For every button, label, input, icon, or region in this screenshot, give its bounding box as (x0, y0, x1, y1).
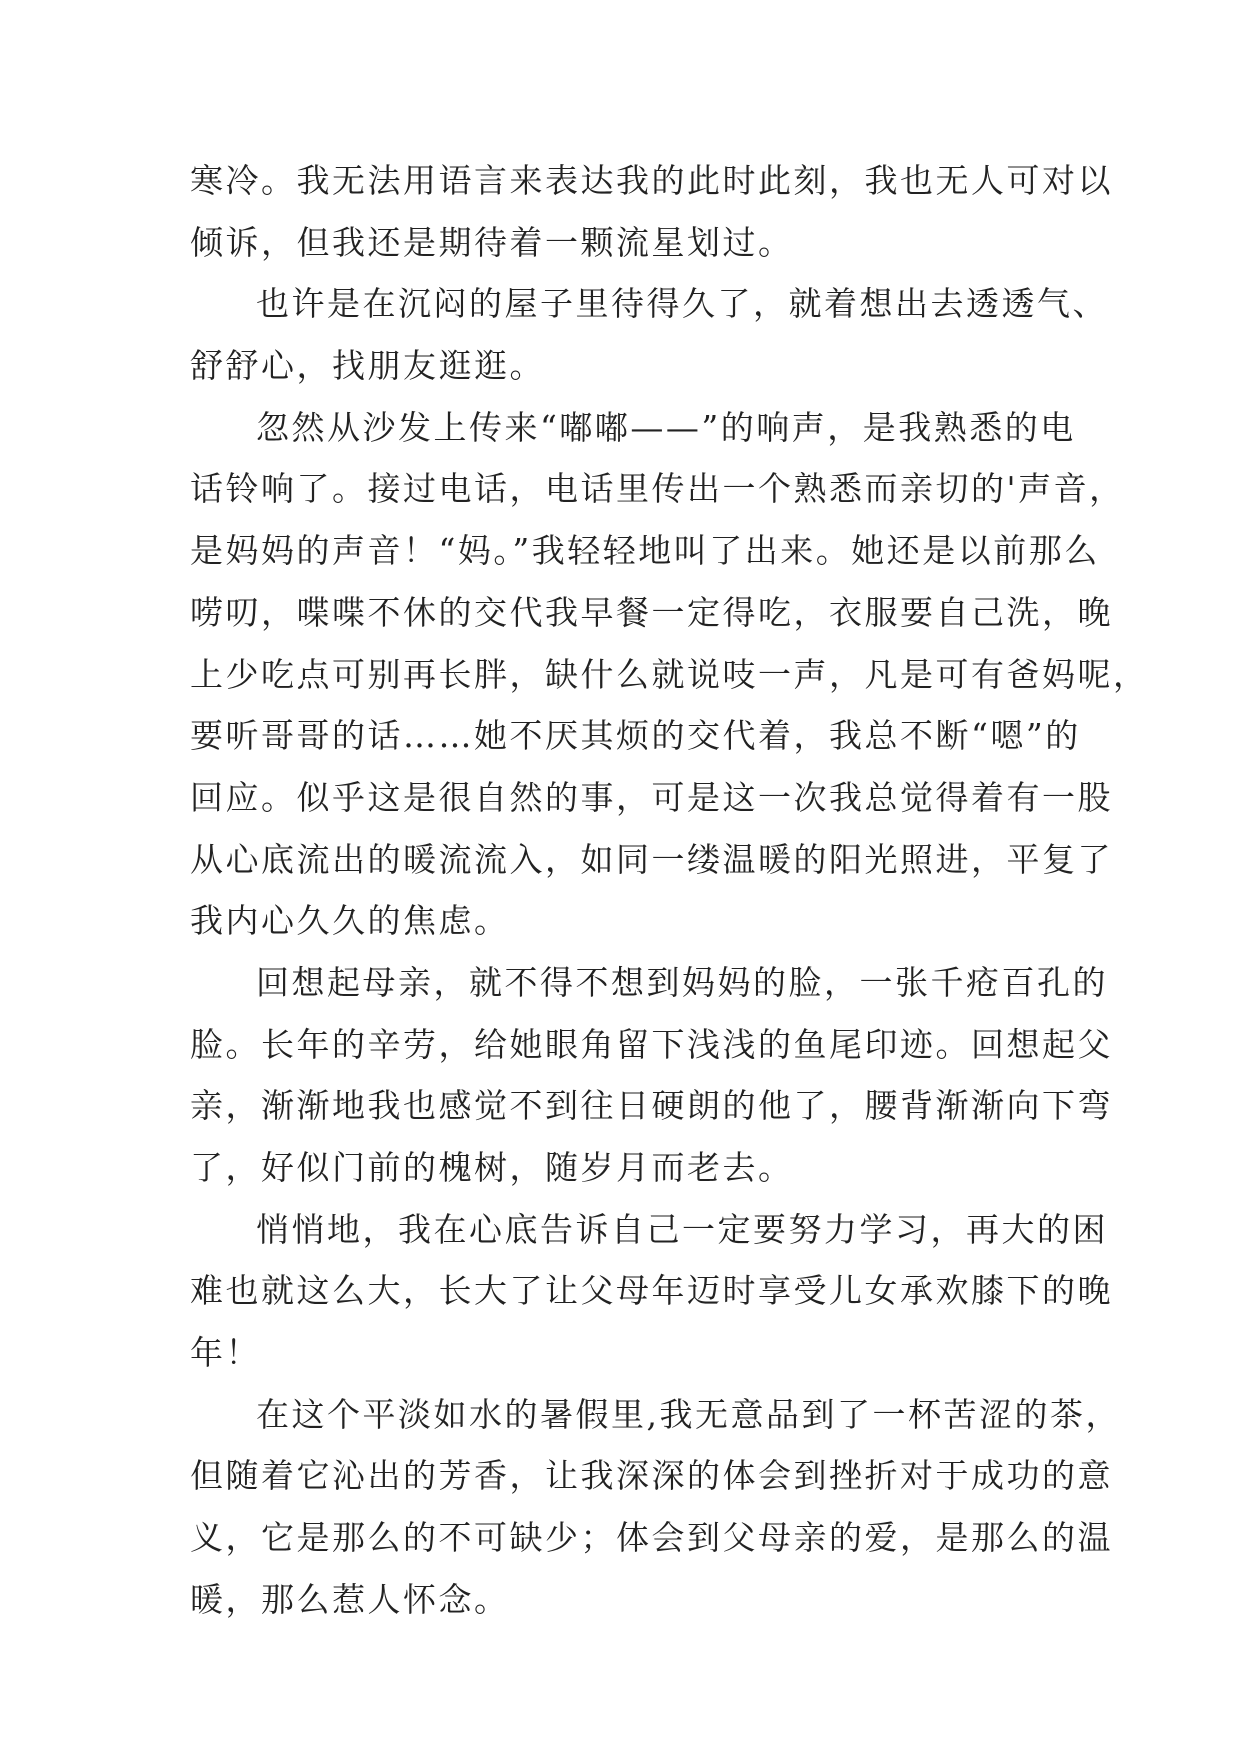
text-line: 难也就这么大，长大了让父母年迈时享受儿女承欢膝下的晚 (190, 1271, 1113, 1311)
paragraph-first-line: 回想起母亲，就不得不想到妈妈的脸，一张千疮百孔的 (256, 962, 1108, 1002)
paragraph-first-line: 悄悄地，我在心底告诉自己一定要努力学习，再大的困 (256, 1209, 1108, 1249)
text-line: 唠叨，喋喋不休的交代我早餐一定得吃，衣服要自己洗，晚 (190, 592, 1113, 632)
paragraph-first-line: 忽然从沙发上传来“嘟嘟——”的响声，是我熟悉的电 (256, 407, 1076, 447)
text-line: 亲，渐渐地我也感觉不到往日硬朗的他了，腰背渐渐向下弯 (190, 1086, 1113, 1126)
paragraph-first-line: 也许是在沉闷的屋子里待得久了，就着想出去透透气、 (256, 284, 1108, 324)
text-line: 但随着它沁出的芳香，让我深深的体会到挫折对于成功的意 (190, 1456, 1113, 1496)
text-line: 回应。似乎这是很自然的事，可是这一次我总觉得着有一股 (190, 777, 1113, 817)
text-line: 了，好似门前的槐树，随岁月而老去。 (190, 1148, 794, 1187)
text-line: 话铃响了。接过电话，电话里传出一个熟悉而亲切的'声音， (190, 469, 1125, 509)
text-line: 脸。长年的辛劳，给她眼角留下浅浅的鱼尾印迹。回想起父 (190, 1024, 1113, 1064)
text-line: 上少吃点可别再长胖，缺什么就说吱一声，凡是可有爸妈呢， (190, 654, 1149, 694)
text-line: 我内心久久的焦虑。 (190, 901, 510, 941)
text-line: 年！ (190, 1333, 261, 1373)
text-line: 从心底流出的暖流流入，如同一缕温暖的阳光照进，平复了 (190, 839, 1113, 879)
text-line: 寒冷。我无法用语言来表达我的此时此刻，我也无人可对以 (190, 161, 1113, 200)
text-line: 是妈妈的声音！“妈。”我轻轻地叫了出来。她还是以前那么 (190, 531, 1100, 571)
text-line: 要听哥哥的话……她不厌其烦的交代着，我总不断“嗯”的 (190, 716, 1081, 756)
text-line: 暖，那么惹人怀念。 (190, 1579, 510, 1619)
article-body (190, 150, 1149, 1631)
text-line: 义，它是那么的不可缺少；体会到父母亲的爱，是那么的温 (190, 1518, 1113, 1558)
text-line: 倾诉，但我还是期待着一颗流星划过。 (190, 222, 794, 262)
paragraph-first-line: 在这个平淡如水的暑假里,我无意品到了一杯苦涩的茶， (256, 1394, 1121, 1434)
text-line: 舒舒心，找朋友逛逛。 (190, 346, 545, 386)
